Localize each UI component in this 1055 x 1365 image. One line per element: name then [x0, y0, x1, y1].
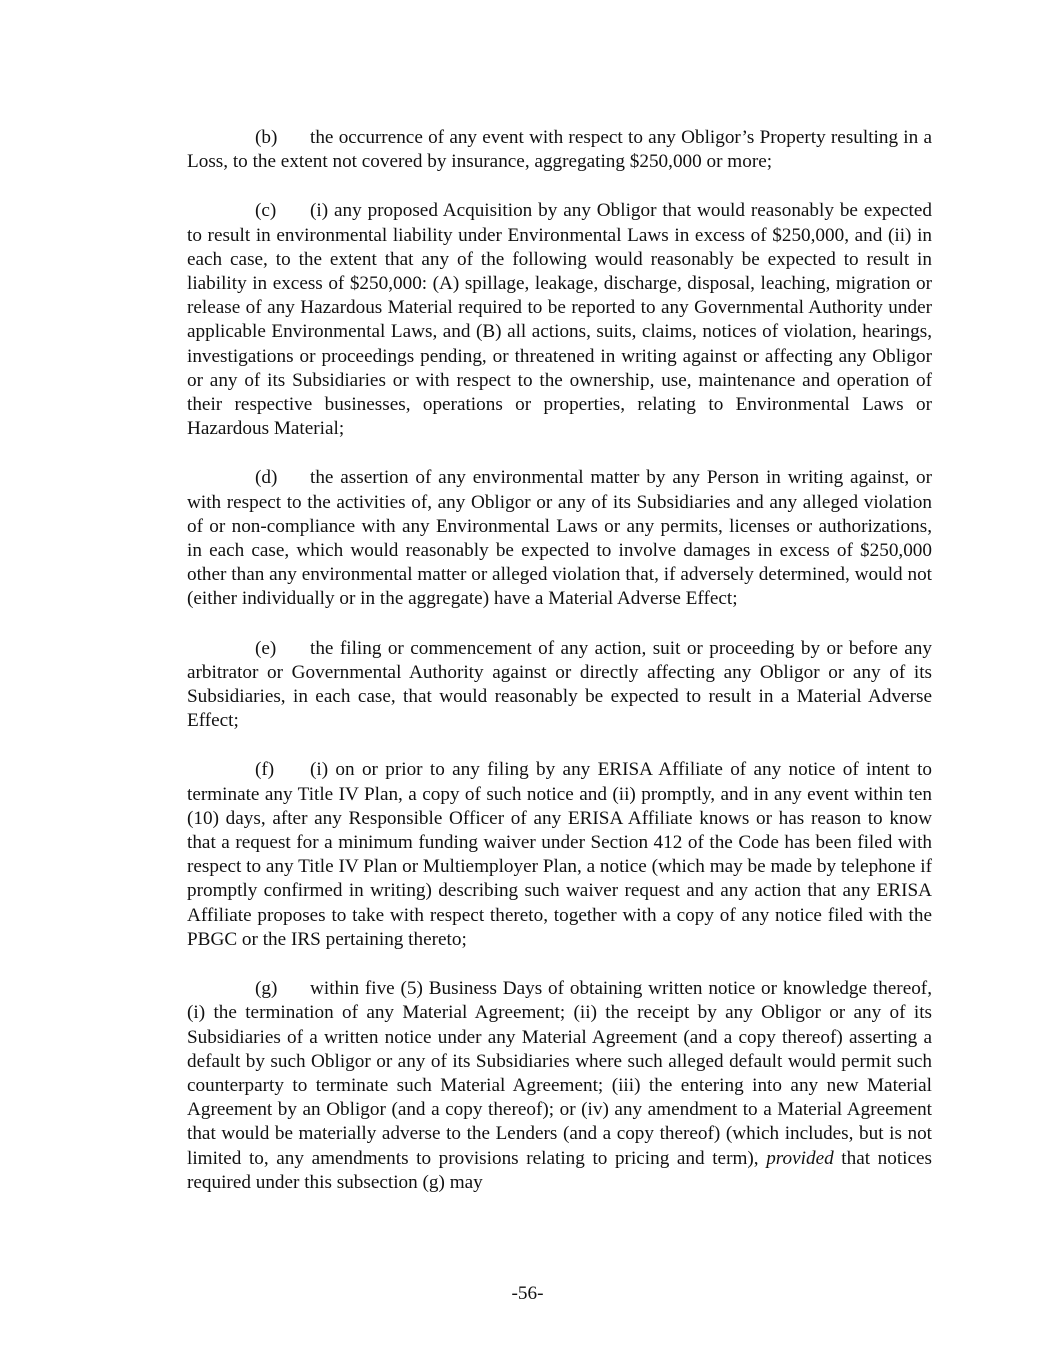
clause-paragraph	[187, 199, 932, 441]
clause-label: (g)	[255, 978, 278, 1000]
clause-text: the assertion of any environmental matter by any Person in writing against, or with respect to the activities of, any Obligor or any of its Subsidiaries and any alleged violation of or non-compliance with any Environmental Laws or any permits, licenses or authorizations, in each case, which would reasonably be expected to involve damages in excess of $250,000 other than any environmental matter or alleged violation that, if adversely determined, would not (either individually or in the aggregate) have a Material Adverse Effect;	[187, 467, 932, 610]
clause-paragraph	[187, 466, 932, 611]
clause-b	[187, 126, 932, 174]
clause-paragraph	[187, 758, 932, 952]
clause-text: (i) any proposed Acquisition by any Obligor that would reasonably be expected to result in environmental liability under Environmental Laws in excess of $250,000, and (ii) in each case, to the extent that any of the following would reasonably be expected to result in liability in excess of $250,000: (A) spillage, leakage, discharge, disposal, leaching, migration or release of any Hazardous Material required to be reported to any Governmental Authority under applicable Environmental Laws, and (B) all actions, suits, claims, notices of violation, hearings, investigations or proceedings pending, or threatened in writing against or affecting any Obligor or any of its Subsidiaries or with respect to the ownership, use, maintenance and operation of their respective businesses, operations or properties, relating to Environmental Laws or Hazardous Material;	[187, 200, 932, 440]
document-body	[187, 126, 932, 1220]
clause-text: the filing or commencement of any action, suit or proceeding by or before any arbitrator or Governmental Authority against or directly affecting any Obligor or any of its Subsidiaries, in each case, that would reasonably be expected to result in a Material Adverse Effect;	[187, 637, 932, 732]
clause-label: (c)	[255, 200, 277, 222]
clause-label: (f)	[255, 759, 275, 781]
clause-g	[187, 977, 932, 1195]
clause-text: the occurrence of any event with respect to any Obligor’s Property resulting in a Loss, to the extent not covered by insurance, aggregating $250,000 or more;	[187, 127, 932, 173]
clause-f	[187, 758, 932, 952]
clause-text: within five (5) Business Days of obtaining written notice or knowledge thereof, (i) the termination of any Material Agreement; (ii) the receipt by any Obligor or any of its Subsidiaries of a written notice under any Material Agreement (and a copy thereof) asserting a default by such Obligor or any of its Subsidiaries where such alleged default would permit such counterparty to terminate such Material Agreement; (iii) the entering into any new Material Agreement by an Obligor (and a copy thereof); or (iv) any amendment to a Material Agreement that would be materially adverse to the Lenders (and a copy thereof) (which includes, but is not limited to, any amendments to provisions relating to pricing and term),	[187, 978, 932, 1169]
clause-c	[187, 199, 932, 441]
clause-paragraph	[187, 977, 932, 1195]
page-number: -56-	[511, 1283, 544, 1304]
clause-label: (b)	[255, 127, 278, 148]
clause-text: (i) on or prior to any filing by any ERISA Affiliate of any notice of intent to terminate any Title IV Plan, a copy of such notice and (ii) promptly, and in any event within ten (10) days, after any Responsible Officer of any ERISA Affiliate knows or has reason to know that a request for a minimum funding waiver under Section 412 of the Code has been filed with respect to any Title IV Plan or Multiemployer Plan, a notice (which may be made by telephone if promptly confirmed in writing) describing such waiver request and any action that any ERISA Affiliate proposes to take with respect thereto, together with a copy of any notice filed with the PBGC or the IRS pertaining thereto;	[187, 759, 932, 950]
clause-e	[187, 637, 932, 734]
clause-d	[187, 466, 932, 611]
clause-label: (e)	[255, 637, 277, 659]
clause-label: (d)	[255, 467, 278, 489]
clause-text-continued: that notices required under this subsection (g) may	[187, 1147, 933, 1193]
provided-emphasis: provided	[766, 1147, 834, 1169]
clause-paragraph	[187, 637, 932, 734]
clause-paragraph	[187, 126, 932, 174]
